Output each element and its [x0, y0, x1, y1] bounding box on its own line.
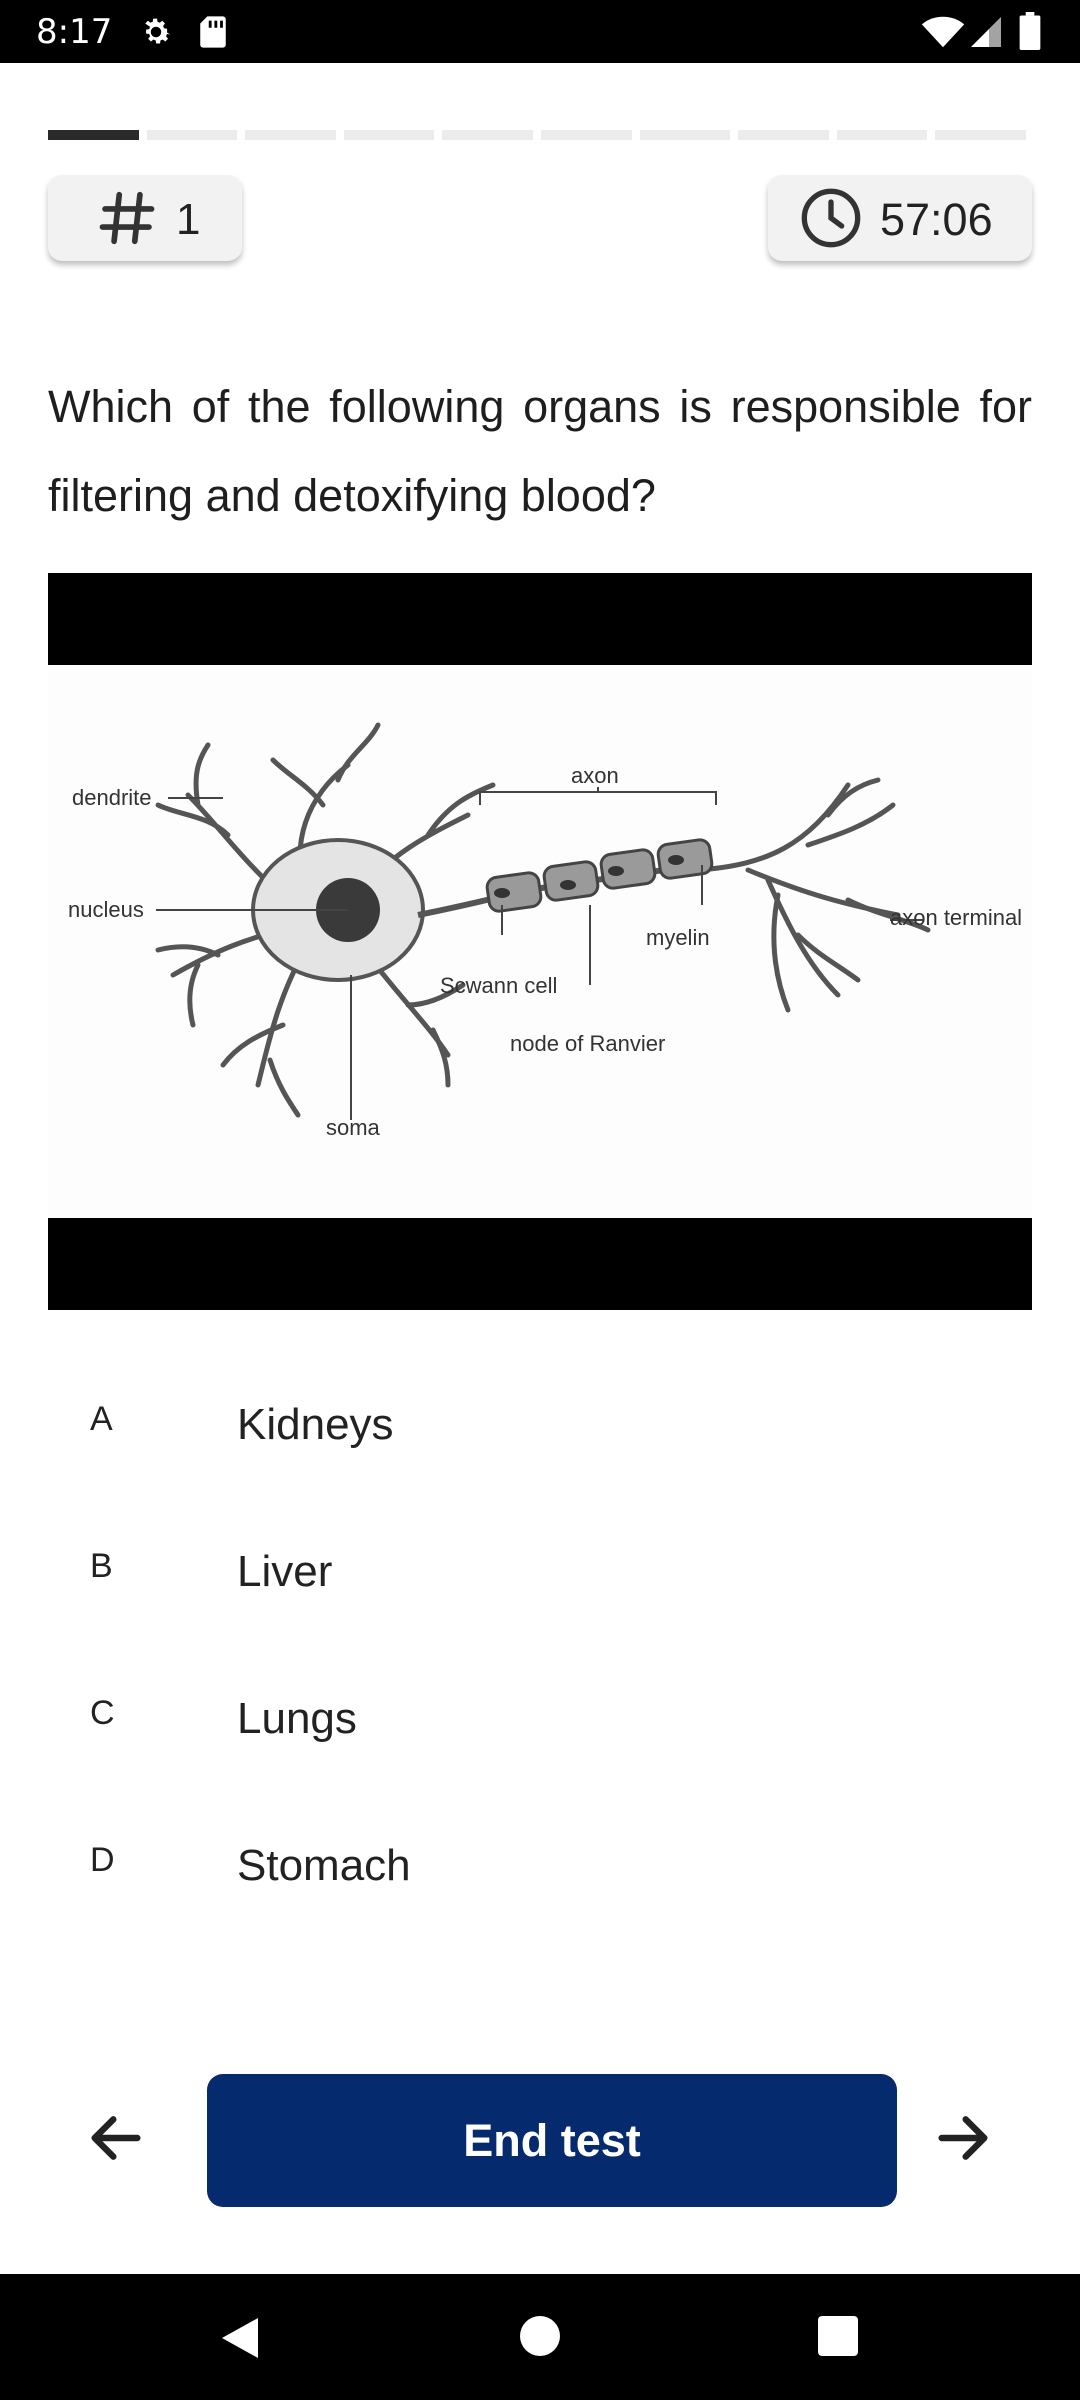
- sd-card-icon: [198, 15, 228, 49]
- label-myelin: myelin: [646, 925, 710, 950]
- option-text: Lungs: [237, 1694, 357, 1743]
- option-a[interactable]: [0, 1354, 1080, 1494]
- question-number: 1: [176, 195, 201, 244]
- timer-value: 57:06: [880, 194, 993, 245]
- progress-segment: [147, 130, 238, 140]
- recents-square-icon[interactable]: [818, 2316, 858, 2356]
- system-navigation-bar: [0, 2274, 1080, 2400]
- neuron-illustration: [48, 665, 1032, 1218]
- status-bar: [0, 0, 1080, 63]
- back-triangle-icon[interactable]: [218, 2314, 262, 2362]
- progress-segment: [245, 130, 336, 140]
- option-text: Kidneys: [237, 1400, 394, 1449]
- question-text: Which of the following organs is responsible for filtering and detoxifying blood?: [48, 381, 1032, 521]
- status-time: 8:17: [36, 12, 113, 52]
- progress-segment: [442, 130, 533, 140]
- question-number-badge[interactable]: [48, 175, 242, 261]
- option-text: Liver: [237, 1547, 333, 1596]
- progress-segment: [738, 130, 829, 140]
- battery-icon: [1019, 12, 1041, 50]
- clock-icon: [799, 186, 863, 250]
- label-dendrite: dendrite: [72, 785, 152, 810]
- label-axon: axon: [571, 763, 619, 788]
- label-soma: soma: [326, 1115, 380, 1140]
- next-arrow-icon[interactable]: [931, 2106, 995, 2170]
- neuron-diagram: [48, 665, 1032, 1218]
- progress-segment: [640, 130, 731, 140]
- question-image: [48, 573, 1032, 1310]
- previous-arrow-icon[interactable]: [84, 2106, 148, 2170]
- timer-badge: [768, 175, 1032, 261]
- option-letter: C: [90, 1694, 115, 1732]
- option-text: Stomach: [237, 1841, 411, 1890]
- option-d[interactable]: [0, 1795, 1080, 1935]
- progress-segment: [344, 130, 435, 140]
- progress-segment: [935, 130, 1026, 140]
- option-letter: A: [90, 1400, 113, 1438]
- home-circle-icon[interactable]: [520, 2316, 560, 2356]
- progress-segment: [541, 130, 632, 140]
- label-schwann-cell: Scwann cell: [440, 973, 558, 998]
- progress-segment-current: [48, 130, 139, 140]
- label-axon-terminal: axon terminal: [890, 905, 1023, 930]
- option-c[interactable]: [0, 1648, 1080, 1788]
- question-progress-bar: [48, 130, 1026, 140]
- signal-icon: [968, 14, 1004, 50]
- option-letter: D: [90, 1841, 115, 1879]
- progress-segment: [837, 130, 928, 140]
- wifi-icon: [921, 15, 965, 49]
- gear-icon: [138, 14, 174, 50]
- hash-icon: [96, 187, 158, 249]
- option-letter: B: [90, 1547, 113, 1585]
- option-b[interactable]: [0, 1501, 1080, 1641]
- end-test-button[interactable]: End test: [207, 2074, 897, 2207]
- label-node-of-ranvier: node of Ranvier: [510, 1031, 666, 1056]
- label-nucleus: nucleus: [68, 897, 144, 922]
